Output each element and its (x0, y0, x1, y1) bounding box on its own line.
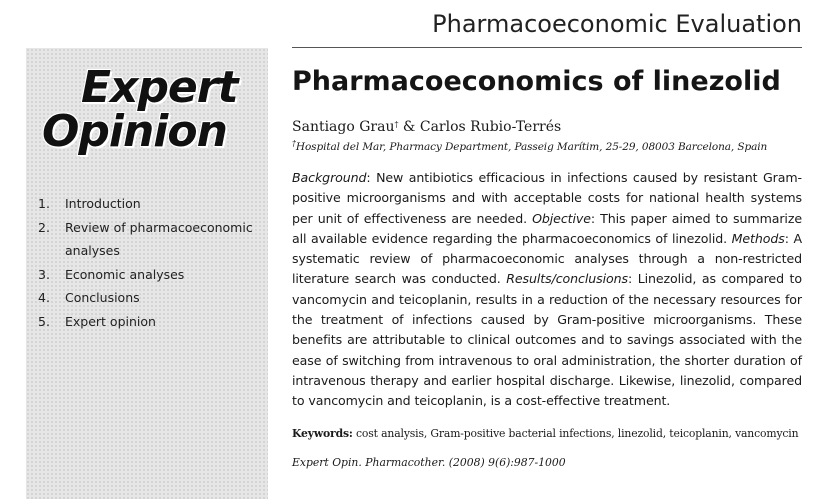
author-affiliation-mark: † (394, 120, 399, 129)
abstract-text: : Linezolid, as compared to vancomycin and teicoplanin, results in a reduction of the necessary resources for the treatment of infections caused by Gram-positive microorganisms. These benefits are attributable to clinical outcomes and to savings associated with the ease of switching from intravenous to oral administration, the shorter duration of intravenous therapy and earlier hospital discharge. Likewise, linezolid, compared to vancomycin and teicoplanin, is a cost-effective treatment. (292, 271, 802, 409)
toc-label: Review of pharmacoeconomic analyses (65, 219, 253, 258)
toc-number: 4. (38, 290, 50, 305)
abstract-text: : New antibiotics efficacious in infections caused by resistant Gram-positive microorganisms and with acceptable costs for national health systems per unit of effectiveness are needed. (292, 170, 802, 226)
brand-line-1: Expert (81, 62, 238, 113)
toc-number: 3. (38, 266, 50, 282)
author-name: Santiago Grau (292, 119, 395, 135)
brand-line-2: Opinion (42, 106, 227, 157)
toc-item-introduction[interactable] (38, 192, 263, 216)
abstract-label-results: Results/conclusions (506, 271, 628, 287)
keywords-text: cost analysis, Gram-positive bacterial infections, linezolid, teicoplanin, vancomycin (352, 426, 799, 440)
author-name: Carlos Rubio-Terrés (419, 119, 562, 135)
author-separator: & (398, 119, 420, 135)
header-rule (292, 47, 802, 48)
keywords-label: Keywords: (292, 426, 353, 440)
sidebar (26, 48, 268, 499)
section-header: Pharmacoeconomic Evaluation (432, 10, 802, 38)
toc-label: Expert opinion (65, 313, 156, 329)
toc-item-economic-analyses[interactable] (38, 263, 263, 287)
abstract-label-methods: Methods (731, 230, 785, 246)
article-main (292, 62, 802, 469)
author-list (292, 116, 802, 136)
article-title: Pharmacoeconomics of linezolid (292, 66, 781, 97)
affiliation-mark: † (292, 139, 296, 148)
toc-label: Introduction (65, 196, 141, 211)
abstract (292, 168, 802, 412)
toc-item-expert-opinion[interactable] (38, 310, 263, 334)
journal-brand (26, 62, 268, 157)
table-of-contents (38, 192, 263, 333)
abstract-label-background: Background (292, 170, 367, 185)
toc-label: Conclusions (65, 290, 140, 305)
keywords (292, 426, 802, 442)
affiliation-text: Hospital del Mar, Pharmacy Department, Passeig Marítim, 25-29, 08003 Barcelona, Spain (295, 141, 768, 153)
affiliation (292, 136, 802, 155)
toc-item-conclusions[interactable] (38, 286, 263, 310)
toc-label: Economic analyses (65, 266, 185, 282)
abstract-text: : This paper aimed to summarize all available evidence regarding the pharmacoeconomics of linezolid. (292, 210, 802, 246)
abstract-text: : A systematic review of pharmacoeconomic analyses through a non-restricted literature search was conducted. (292, 230, 802, 287)
toc-item-review[interactable] (38, 216, 263, 263)
toc-number: 5. (38, 313, 50, 329)
toc-number: 2. (38, 219, 50, 235)
toc-number: 1. (38, 196, 50, 211)
citation: Expert Opin. Pharmacother. (2008) 9(6):987-1000 (292, 455, 566, 469)
abstract-label-objective: Objective (532, 210, 591, 226)
